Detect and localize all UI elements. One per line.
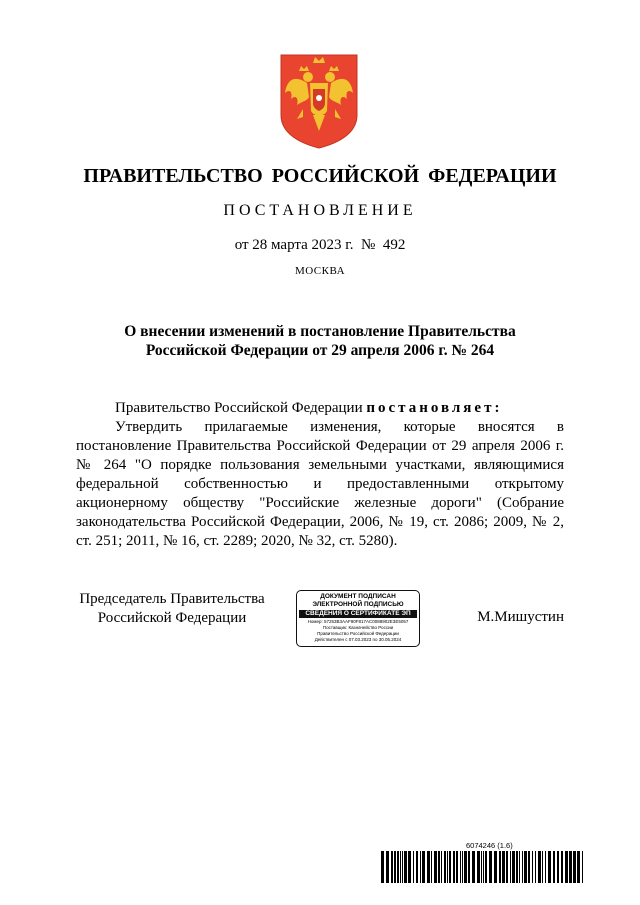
- signer-position-line-2: Российской Федерации: [97, 610, 247, 626]
- stamp-issuer-line-2: Правительство Российской Федерации: [317, 631, 399, 636]
- stamp-title-line-2: ЭЛЕКТРОННОЙ ПОДПИСЬЮ: [312, 601, 404, 608]
- subject-line-2: Российской Федерации от 29 апреля 2006 г. № 264: [145, 342, 495, 359]
- document-type: ПОСТАНОВЛЕНИЕ: [223, 202, 417, 219]
- decree-word: постановляет:: [366, 400, 503, 416]
- stamp-certificate-header: СВЕДЕНИЯ О СЕРТИФИКАТЕ ЭП: [299, 610, 417, 618]
- document-date-number: от 28 марта 2023 г. № 492: [234, 237, 406, 253]
- stamp-issuer-line-1: Поставщик: Казначейство России: [322, 625, 394, 630]
- barcode-icon: [381, 851, 587, 883]
- coat-of-arms-icon: [277, 53, 361, 149]
- barcode-number: 6074246 (1.6): [466, 841, 513, 850]
- document-city: МОСКВА: [294, 265, 346, 277]
- stamp-validity: Действителен с 07.03.2023 по 30.05.2024: [314, 637, 402, 642]
- government-title: ПРАВИТЕЛЬСТВО РОССИЙСКОЙ ФЕДЕРАЦИИ: [83, 165, 557, 187]
- signer-position: [72, 590, 272, 628]
- document-body: [76, 399, 564, 551]
- stamp-title-line-1: ДОКУМЕНТ ПОДПИСАН: [320, 593, 396, 600]
- signer-position-line-1: Председатель Правительства: [79, 591, 265, 607]
- preamble-text: Правительство Российской Федерации: [115, 400, 367, 416]
- document-subject: [80, 322, 560, 360]
- resolution-text: Утвердить прилагаемые изменения, которые вносятся в постановление Правительства Российской Федерации от 29 апреля 2006 г. № 264 "О порядке пользования земельными участками, являющимися федеральной собственностью и предоставленными открытому акционерному обществу "Российские железные дороги" (Собрание законодательства Российской Федерации, 2006, № 19, ст. 2086; 2009, № 2, ст. 251; 2011, № 16, ст. 2289; 2020, № 32, ст. 5280).: [76, 419, 564, 549]
- signer-name: М.Мишустин: [477, 609, 564, 625]
- subject-line-1: О внесении изменений в постановление Правительства: [124, 323, 516, 340]
- electronic-signature-stamp: [296, 590, 420, 647]
- stamp-certificate-number: Номер: 57253B3AAF90F817AC0088902E3E5057: [307, 619, 409, 624]
- preamble: [76, 399, 564, 418]
